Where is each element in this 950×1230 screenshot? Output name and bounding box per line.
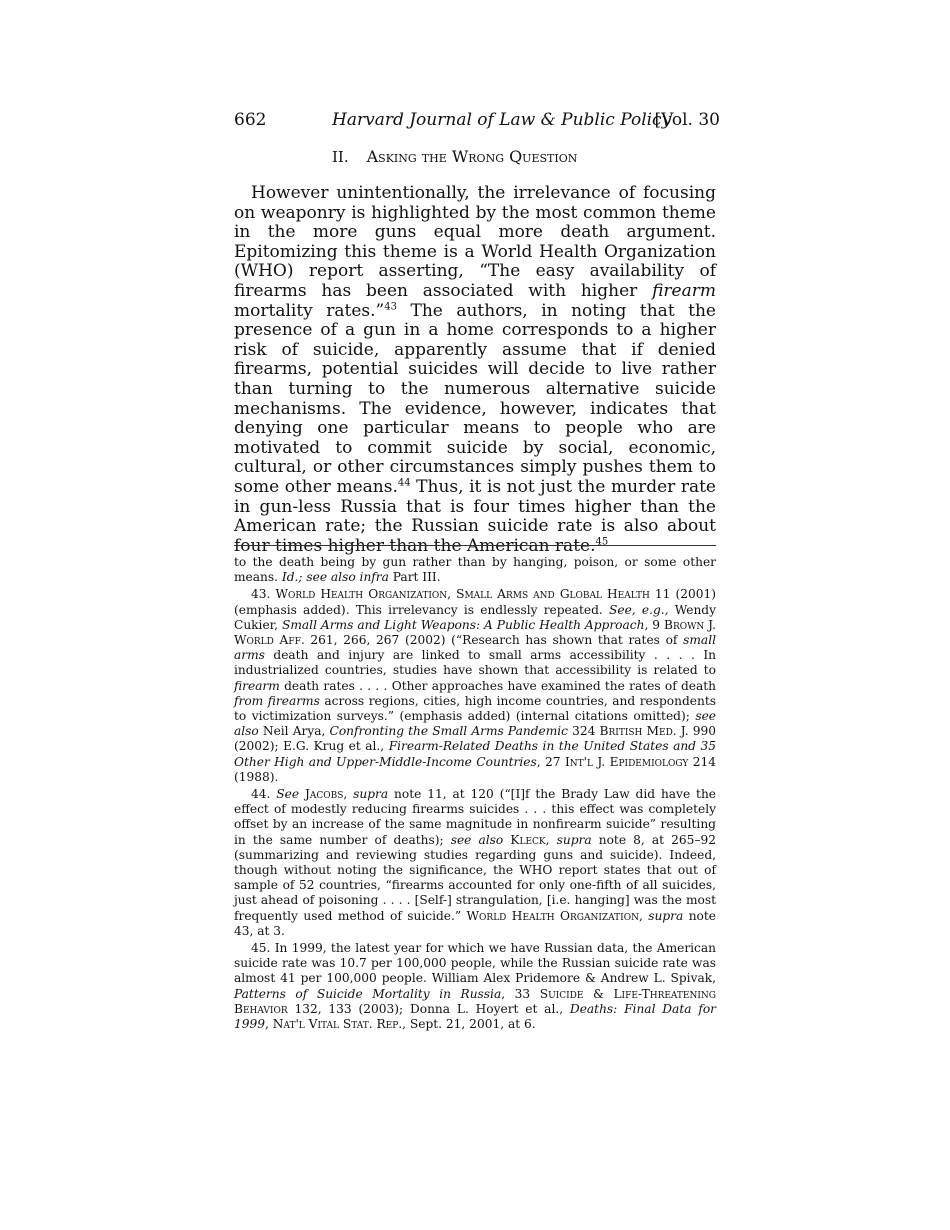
body-paragraph: However unintentionally, the irrelevance of focusing on weaponry is highlighted by the most common theme in the more guns equal more death argument. Epitomizing this theme is a World Health Organization (WHO) report asserting, “The easy availability of firearms has been associated with higher firearm mortality rates.”$^{43}$ The authors, in noting that the presence of a gun in a home corresponds to a higher risk of suicide, apparently assume that if denied firearms, potential suicides will decide to live rather than turning to the numerous alternative suicide mechanisms. The evidence, however, indicates that denying one particular means to people who are motivated to commit suicide by social, economic, cultural, or other circumstances simply pushes them to some other means.$^{44}$ Thus, it is not just the murder rate in gun-less Russia that is four times higher than the American rate; the Russian suicide rate is also about four times higher than the American rate.$^{45}$ <box>234 183 716 556</box>
footnote-ref-45: 45 <box>595 536 609 548</box>
footnote-divider <box>234 545 716 546</box>
page-number: 662 <box>234 110 267 130</box>
footnote-ref-43: 43 <box>384 300 397 312</box>
section-number: II. <box>332 148 349 166</box>
footnotes <box>234 555 716 1034</box>
footnote-ref-44: 44 <box>397 477 411 489</box>
running-header <box>234 109 720 133</box>
volume-label: [Vol. 30 <box>654 110 720 130</box>
footnote-continuation: to the death being by gun rather than by hanging, poison, or some other means. Id.; see also infra Part III. <box>234 555 716 585</box>
footnote-43: 43. World Health Organization, Small Arms and Global Health 11 (2001) (emphasis added). This irrelevancy is endlessly repeated. See, e.g., Wendy Cukier, Small Arms and Light Weapons: A Public Health Approach, 9 Brown J. World Aff. 261, 266, 267 (2002) (“Research has shown that rates of small arms death and injury are linked to small arms accessibility . . . . In industrialized countries, studies have shown that accessibility is related to firearm death rates . . . . Other approaches have examined the rates of death from firearms across regions, cities, high income countries, and respondents to victimization surveys.” (emphasis added) (internal citations omitted); see also Neil Arya, Confronting the Small Arms Pandemic 324 British Med. J. 990 (2002); E.G. Krug et al., Firearm-Related Deaths in the United States and 35 Other High and Upper-Middle-Income Countries, 27 Int'l J. Epidemiology 214 (1988). <box>234 587 717 784</box>
journal-title: Harvard Journal of Law & Public Policy <box>332 110 672 130</box>
footnote-44: 44. See Jacobs, supra note 11, at 120 (“[I]f the Brady Law did have the effect of modestly reducing firearms suicides . . . this effect was completely offset by an increase of the same magnitude in nonfirearm suicide” resulting in the same number of deaths); see also Kleck, supra note 8, at 265–92 (summarizing and reviewing studies regarding guns and suicide). Indeed, though without noting the significance, the WHO report states that out of sample of 52 countries, “firearms accounted for only one-fifth of all suicides, just ahead of poisoning . . . . [Self-] strangulation, [i.e. hanging] was the most frequently used method of suicide.” World Health Organization, supra note 43, at 3. <box>234 787 717 938</box>
footnote-45: 45. In 1999, the latest year for which we have Russian data, the American suicide rate was 10.7 per 100,000 people, while the Russian suicide rate was almost 41 per 100,000 people. William Alex Pridemore & Andrew L. Spivak, Patterns of Suicide Mortality in Russia, 33 Suicide & Life-Threatening Behavior 132, 133 (2003); Donna L. Hoyert et al., Deaths: Final Data for 1999, Nat'l Vital Stat. Rep., Sept. 21, 2001, at 6. <box>234 941 716 1032</box>
section-heading <box>332 147 577 167</box>
section-title: Asking the Wrong Question <box>366 147 578 166</box>
